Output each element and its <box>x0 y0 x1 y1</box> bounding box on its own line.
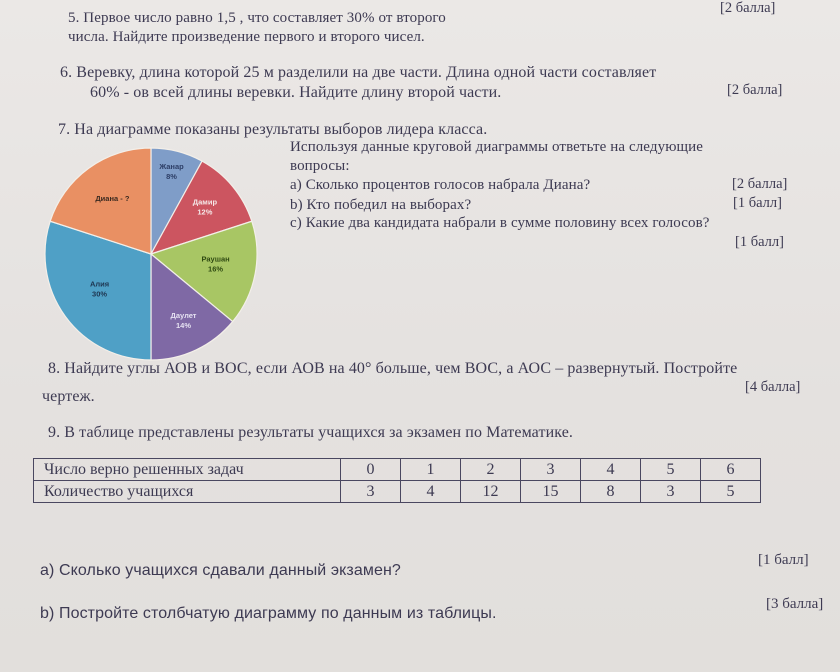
q7-a-points: [2 балла] <box>732 176 788 192</box>
q7-title: 7. На диаграмме показаны результаты выборов лидера класса. <box>58 121 488 138</box>
table-cell: 3 <box>641 481 701 503</box>
q9-title: 9. В таблице представлены результаты учащихся за экзамен по Математике. <box>48 424 574 441</box>
table-cell: 6 <box>701 459 761 481</box>
q5-line1: 5. Первое число равно 1,5 , что составляет 30% от второго <box>68 10 446 26</box>
table-cell: 0 <box>341 459 401 481</box>
q7-b-points: [1 балл] <box>733 195 782 211</box>
q9-a-points: [1 балл] <box>758 552 809 568</box>
pie-slice-label: Раушан 16% <box>201 254 230 274</box>
q6-line1: 6. Веревку, длина которой 25 м разделили на две части. Длина одной части составляет <box>60 64 657 81</box>
table-cell: 15 <box>521 481 581 503</box>
table-cell: 1 <box>401 459 461 481</box>
table-row-tasks <box>34 459 761 481</box>
q8-points: [4 балла] <box>745 379 801 395</box>
pie-slice-label: Алия 30% <box>89 279 110 299</box>
q5-points: [2 балла] <box>720 0 776 16</box>
pie-slice-label: Даулет 14% <box>170 311 197 331</box>
q5-line2: числа. Найдите произведение первого и второго чисел. <box>68 29 425 45</box>
table-row-students <box>34 481 761 503</box>
table-cell: 2 <box>461 459 521 481</box>
q7-question-a: а) Сколько процентов голосов набрала Диана? <box>290 177 591 193</box>
q7-intro-line1: Используя данные круговой диаграммы ответьте на следующие <box>290 139 704 155</box>
table-cell: 4 <box>581 459 641 481</box>
table-cell: 3 <box>341 481 401 503</box>
q7-intro-line2: вопросы: <box>290 158 350 174</box>
q6-points: [2 балла] <box>727 82 783 98</box>
table-row-header: Число верно решенных задач <box>34 459 341 481</box>
table-cell: 3 <box>521 459 581 481</box>
q6-line2: 60% - ов всей длины веревки. Найдите длину второй части. <box>90 84 502 101</box>
table-cell: 12 <box>461 481 521 503</box>
results-table <box>33 458 761 503</box>
q8-line1: 8. Найдите углы АОВ и ВОС, если АОВ на 40° больше, чем ВОС, а АОС – развернутый. Постройте <box>48 360 738 377</box>
q7-question-c: c) Какие два кандидата набрали в сумме половину всех голосов? <box>290 215 710 231</box>
table-cell: 5 <box>701 481 761 503</box>
table-cell: 4 <box>401 481 461 503</box>
q8-line2: чертеж. <box>42 388 95 405</box>
election-pie-chart <box>35 146 265 362</box>
q7-c-points: [1 балл] <box>735 234 784 250</box>
table-row-header: Количество учащихся <box>34 481 341 503</box>
pie-slice-label: Жанар 8% <box>159 161 184 181</box>
pie-slice-label: Дамир 12% <box>192 197 218 217</box>
q9-question-a: а) Сколько учащихся сдавали данный экзамен? <box>40 562 401 579</box>
q9-question-b: b) Постройте столбчатую диаграмму по данным из таблицы. <box>40 605 497 622</box>
table-cell: 5 <box>641 459 701 481</box>
q7-question-b: b) Кто победил на выборах? <box>290 197 472 213</box>
pie-slice-label: Диана - ? <box>95 193 130 203</box>
table-cell: 8 <box>581 481 641 503</box>
q9-b-points: [3 балла] <box>766 596 824 612</box>
